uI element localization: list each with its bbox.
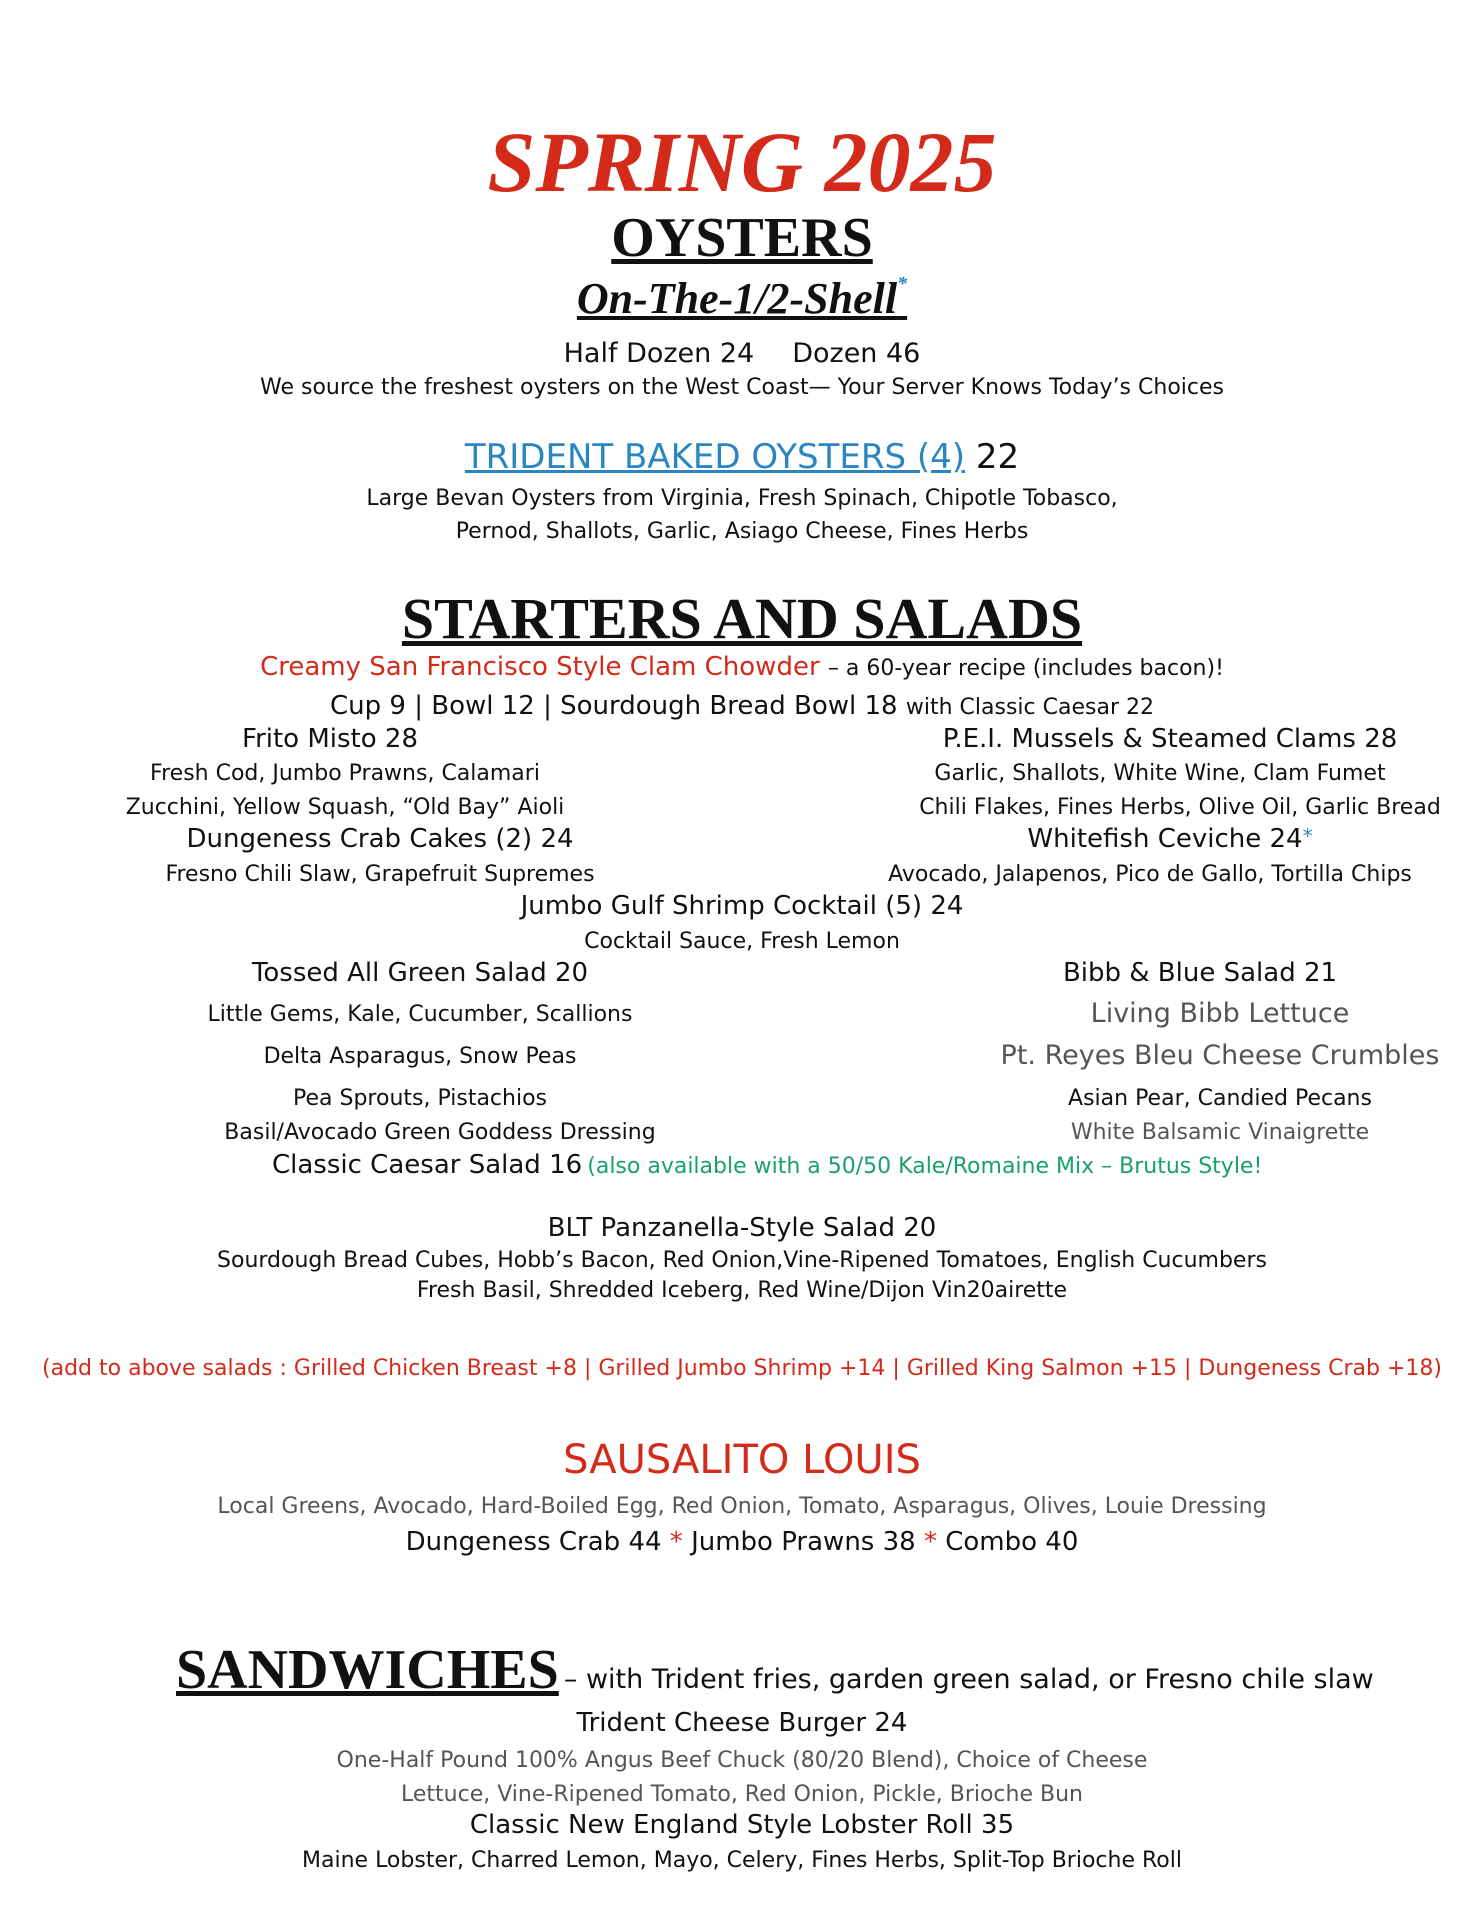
baked-oysters-desc-1: Large Bevan Oysters from Virginia, Fresh Spinach, Chipotle Tobasco,: [366, 486, 1118, 511]
bibb-salad-desc-4: White Balsamic Vinaigrette: [1070, 1120, 1370, 1145]
burger-desc-2: Lettuce, Vine-Ripened Tomato, Red Onion, Pickle, Brioche Bun: [401, 1782, 1083, 1807]
blt-title: BLT Panzanella-Style Salad 20: [547, 1213, 937, 1243]
burger-desc-1: One-Half Pound 100% Angus Beef Chuck (80/20 Blend), Choice of Cheese: [336, 1748, 1148, 1773]
bibb-salad-desc-1: Living Bibb Lettuce: [1090, 998, 1350, 1029]
mussels-desc-2: Chili Flakes, Fines Herbs, Olive Oil, Garlic Bread: [919, 795, 1441, 820]
chowder-sizes-line: [0, 691, 1484, 721]
louis-option-crab: Dungeness Crab 44: [405, 1527, 662, 1557]
green-salad-desc-2: Delta Asparagus, Snow Peas: [263, 1044, 577, 1069]
frito-misto-desc-2: Zucchini, Yellow Squash, “Old Bay” Aioli: [125, 795, 565, 820]
mussels-title: P.E.I. Mussels & Steamed Clams 28: [942, 724, 1398, 754]
caesar-line: [272, 1150, 1262, 1180]
half-shell-label: On-The-1/2-Shell: [576, 274, 898, 323]
salad-add-ons: (add to above salads : Grilled Chicken Breast +8 | Grilled Jumbo Shrimp +14 | Grilled King Salmon +15 | Dungeness Crab +18): [42, 1356, 1442, 1381]
oysters-heading: OYSTERS: [611, 207, 873, 269]
shrimp-cocktail-desc: Cocktail Sauce, Fresh Lemon: [584, 929, 900, 954]
shrimp-cocktail-title: Jumbo Gulf Shrimp Cocktail (5) 24: [520, 891, 964, 921]
lobster-roll-title: Classic New England Style Lobster Roll 35: [469, 1810, 1015, 1840]
green-salad-desc-4: Basil/Avocado Green Goddess Dressing: [224, 1120, 656, 1145]
caesar-title: Classic Caesar Salad 16: [272, 1150, 583, 1180]
bibb-salad-desc-3: Asian Pear, Candied Pecans: [1068, 1086, 1372, 1111]
ceviche-desc: Avocado, Jalapenos, Pico de Gallo, Tortilla Chips: [888, 862, 1412, 887]
ceviche-title: Whitefish Ceviche 24: [1027, 824, 1303, 854]
bibb-salad-desc-2: Pt. Reyes Bleu Cheese Crumbles: [1000, 1040, 1440, 1071]
crab-cakes-desc: Fresno Chili Slaw, Grapefruit Supremes: [165, 862, 595, 887]
blt-desc-1: Sourdough Bread Cubes, Hobb’s Bacon, Red Onion,Vine-Ripened Tomatoes, English Cucumbers: [217, 1248, 1267, 1273]
baked-oysters-title: TRIDENT BAKED OYSTERS (4): [464, 437, 966, 477]
chowder-sizes: Cup 9 | Bowl 12 | Sourdough Bread Bowl 18: [330, 691, 898, 721]
separator-star-icon: *: [923, 1527, 937, 1557]
louis-option-prawns: Jumbo Prawns 38: [691, 1527, 916, 1557]
chowder-title: Creamy San Francisco Style Clam Chowder: [260, 652, 820, 682]
ceviche-heading: [880, 824, 1460, 854]
frito-misto-desc-1: Fresh Cod, Jumbo Prawns, Calamari: [150, 761, 540, 786]
raw-star-icon: *: [1302, 824, 1313, 848]
green-salad-desc-1: Little Gems, Kale, Cucumber, Scallions: [207, 1002, 633, 1027]
starters-heading: STARTERS AND SALADS: [401, 586, 1083, 651]
mussels-desc-1: Garlic, Shallots, White Wine, Clam Fumet: [934, 761, 1386, 786]
burger-title: Trident Cheese Burger 24: [576, 1708, 908, 1738]
louis-title: SAUSALITO LOUIS: [563, 1437, 921, 1483]
separator-star-icon: *: [669, 1527, 683, 1557]
baked-oysters-heading: [0, 437, 1484, 477]
louis-option-combo: Combo 40: [945, 1527, 1079, 1557]
crab-cakes-title: Dungeness Crab Cakes (2) 24: [186, 824, 574, 854]
caesar-note: (also available with a 50/50 Kale/Romaine Mix – Brutus Style!: [587, 1154, 1263, 1179]
half-shell-heading: [0, 273, 1484, 324]
green-salad-desc-3: Pea Sprouts, Pistachios: [293, 1086, 547, 1111]
baked-oysters-price: 22: [975, 437, 1020, 477]
baked-oysters-desc-2: Pernod, Shallots, Garlic, Asiago Cheese, Fines Herbs: [455, 519, 1029, 544]
sandwiches-heading-line: [176, 1638, 1374, 1702]
green-salad-title: Tossed All Green Salad 20: [251, 958, 589, 988]
raw-star-icon: *: [897, 273, 908, 295]
louis-options: [0, 1527, 1484, 1557]
oyster-note: We source the freshest oysters on the West Coast— Your Server Knows Today’s Choices: [260, 375, 1224, 400]
dozen-price: Dozen 46: [792, 338, 921, 369]
sandwiches-heading: SANDWICHES: [176, 1639, 559, 1701]
blt-desc-2: Fresh Basil, Shredded Iceberg, Red Wine/Dijon Vin20airette: [416, 1278, 1068, 1303]
sandwiches-note: – with Trident fries, garden green salad, or Fresno chile slaw: [563, 1664, 1374, 1695]
louis-desc: Local Greens, Avocado, Hard-Boiled Egg, Red Onion, Tomato, Asparagus, Olives, Louie Dressing: [217, 1494, 1267, 1519]
oyster-prices: [0, 338, 1484, 369]
chowder-caesar: with Classic Caesar 22: [905, 695, 1154, 720]
lobster-roll-desc: Maine Lobster, Charred Lemon, Mayo, Celery, Fines Herbs, Split-Top Brioche Roll: [302, 1848, 1182, 1873]
frito-misto-title: Frito Misto 28: [242, 724, 418, 754]
bibb-salad-title: Bibb & Blue Salad 21: [1062, 958, 1338, 988]
half-dozen-price: Half Dozen 24: [563, 338, 755, 369]
season-title: SPRING 2025: [487, 114, 997, 210]
chowder-note: – a 60-year recipe (includes bacon)!: [827, 656, 1224, 681]
chowder-line: [0, 652, 1484, 682]
